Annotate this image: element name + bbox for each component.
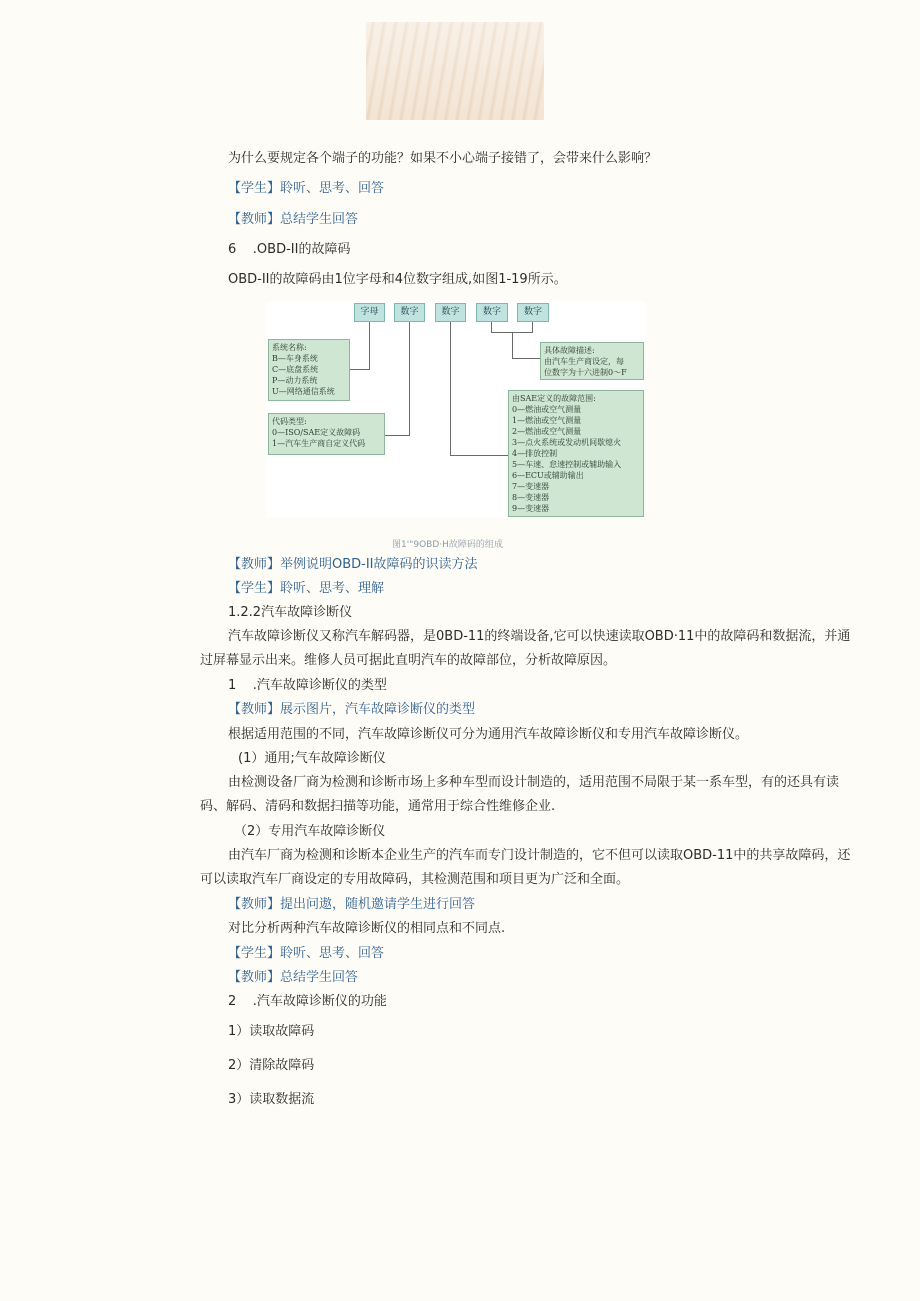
code-box-line: 0—ISO/SAE定义故障码 [272, 428, 361, 437]
code-box-line: 1—汽车生产商自定义代码 [272, 439, 366, 448]
fault-description-box [540, 342, 644, 380]
body-paragraph: 汽车故障诊断仪又称汽车解码器，是0BD-11的终端设备,它可以快速读取OBD·11中的故障码和数据流，并通过屏幕显示出来。维修人员可据此直明汽车的故障部位，分析故障原因。 [200, 629, 851, 668]
header-box-letter: 字母 [354, 303, 385, 322]
section-heading: 1 .汽车故障诊断仪的类型 [228, 678, 387, 693]
connector-line [512, 332, 513, 358]
range-box-line: 8—变速器 [512, 493, 550, 502]
range-box-line: 7—变速器 [512, 482, 550, 491]
connector-line [532, 322, 533, 333]
teacher-activity: 【教师】总结学生回答 [228, 970, 359, 985]
teacher-activity: 【教师】总结学生回答 [228, 212, 359, 227]
question-text: 为什么要规定各个端子的功能？如果不小心端子接错了，会带来什么影响？ [228, 151, 658, 166]
range-box-line: 1—燃油或空气测量 [512, 416, 582, 425]
section-heading: 1.2.2汽车故障诊断仪 [228, 605, 353, 620]
connector-line [491, 322, 492, 332]
system-box-line: U—网络通信系统 [272, 387, 335, 396]
obd-code-diagram [266, 302, 645, 518]
teacher-activity: 【教师】展示图片，汽车故障诊断仪的类型 [228, 702, 476, 717]
student-activity: 【学生】聆听、思考、回答 [228, 181, 385, 196]
list-item: 1）读取故障码 [228, 1024, 315, 1039]
range-box-line: 3—点火系统或发动机间歇熄火 [512, 438, 622, 447]
subheading: (1）通用;气车故障诊断仪 [238, 751, 386, 766]
range-box-line: 4—排放控制 [512, 449, 558, 458]
body-paragraph: 由检测设备厂商为检测和诊断市场上多种车型而设计制造的，适用范围不局限于某一系车型，有的还具有读码、解码、清码和数据扫描等功能，通常用于综合性维修企业. [200, 775, 840, 814]
decorative-header-image [366, 22, 544, 120]
desc-box-line: 位数字为十六进制0～F [544, 368, 627, 377]
system-box-line: B—车身系统 [272, 354, 318, 363]
header-box-digit: 数字 [517, 303, 549, 322]
system-box-line: C—底盘系统 [272, 365, 319, 374]
system-box-line: 系统名称: [272, 343, 307, 352]
connector-line [450, 455, 508, 456]
figure-caption: 图1'"9OBD·H故障码的组成 [392, 540, 503, 550]
desc-box-line: 具体故障描述: [544, 346, 595, 355]
list-item: 3）读取数据流 [228, 1092, 315, 1107]
range-box-line: 0—燃油或空气测量 [512, 405, 582, 414]
section-heading: 2 .汽车故障诊断仪的功能 [228, 994, 387, 1009]
body-text: 根据适用范围的不同，汽车故障诊断仪可分为通用汽车故障诊断仪和专用汽车故障诊断仪。 [228, 727, 749, 742]
connector-line [450, 322, 451, 455]
section-heading: 6 .OBD-II的故障码 [228, 242, 351, 257]
connector-line [369, 322, 370, 369]
connector-line [409, 322, 410, 435]
header-box-digit: 数字 [435, 303, 466, 322]
system-name-box [268, 339, 350, 401]
range-box-line: 由SAE定义的故障范围: [512, 394, 596, 403]
range-box-line: 9—变速器 [512, 504, 550, 513]
connector-line [385, 435, 410, 436]
student-activity: 【学生】聆听、思考、回答 [228, 946, 385, 961]
system-box-line: P—动力系统 [272, 376, 318, 385]
body-text: OBD-II的故障码由1位字母和4位数字组成,如图1-19所示。 [228, 272, 567, 287]
desc-box-line: 由汽车生产商设定，每 [544, 357, 624, 366]
body-text: 对比分析两种汽车故障诊断仪的相同点和不同点. [228, 921, 506, 936]
body-paragraph: 由汽车厂商为检测和诊断本企业生产的汽车而专门设计制造的，它不但可以读取OBD-11中的共享故障码，还可以读取汽车厂商设定的专用故障码，其检测范围和项目更为广泛和全面。 [200, 848, 851, 887]
teacher-activity: 【教师】举例说明OBD-II故障码的识读方法 [228, 557, 478, 572]
connector-line [350, 369, 370, 370]
header-box-digit: 数字 [476, 303, 508, 322]
code-box-line: 代码类型: [272, 417, 307, 426]
code-type-box [268, 413, 385, 455]
fault-range-box [508, 390, 644, 517]
connector-line [512, 358, 540, 359]
subheading: （2）专用汽车故障诊断仪 [234, 824, 386, 839]
teacher-activity: 【教师】提出问遨，随机邀请学生进行回答 [228, 897, 476, 912]
header-box-digit: 数字 [394, 303, 425, 322]
student-activity: 【学生】聆听、思考、理解 [228, 581, 385, 596]
range-box-line: 5—车速、怠速控制或辅助输入 [512, 460, 622, 469]
range-box-line: 6—ECU或辅助输出 [512, 471, 584, 480]
list-item: 2）清除故障码 [228, 1058, 315, 1073]
range-box-line: 2—燃油或空气测量 [512, 427, 582, 436]
